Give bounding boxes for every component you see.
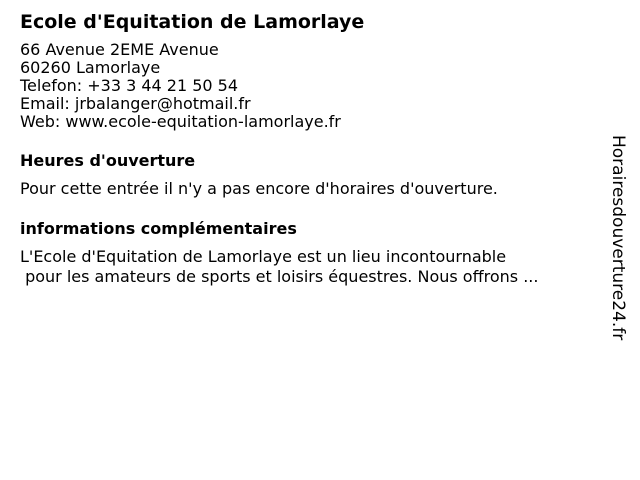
info-text [20,247,600,287]
business-name: Ecole d'Equitation de Lamorlaye [20,11,365,33]
address-line-1: 66 Avenue 2EME Avenue [20,40,219,59]
web-line: Web: www.ecole-equitation-lamorlaye.fr [20,112,341,131]
info-text-line-1: L'Ecole d'Equitation de Lamorlaye est un lieu incontournable [20,247,507,266]
info-heading: informations complémentaires [20,219,297,238]
hours-text: Pour cette entrée il n'y a pas encore d'horaires d'ouverture. [20,179,498,198]
site-watermark: Horairesdouverture24.fr [608,135,628,341]
email-line: Email: jrbalanger@hotmail.fr [20,94,251,113]
phone-line: Telefon: +33 3 44 21 50 54 [20,76,239,95]
address-line-2: 60260 Lamorlaye [20,58,161,77]
info-text-line-2: pour les amateurs de sports et loisirs équestres. Nous offrons ... [20,267,539,286]
business-card [20,10,600,287]
hours-heading: Heures d'ouverture [20,151,196,170]
